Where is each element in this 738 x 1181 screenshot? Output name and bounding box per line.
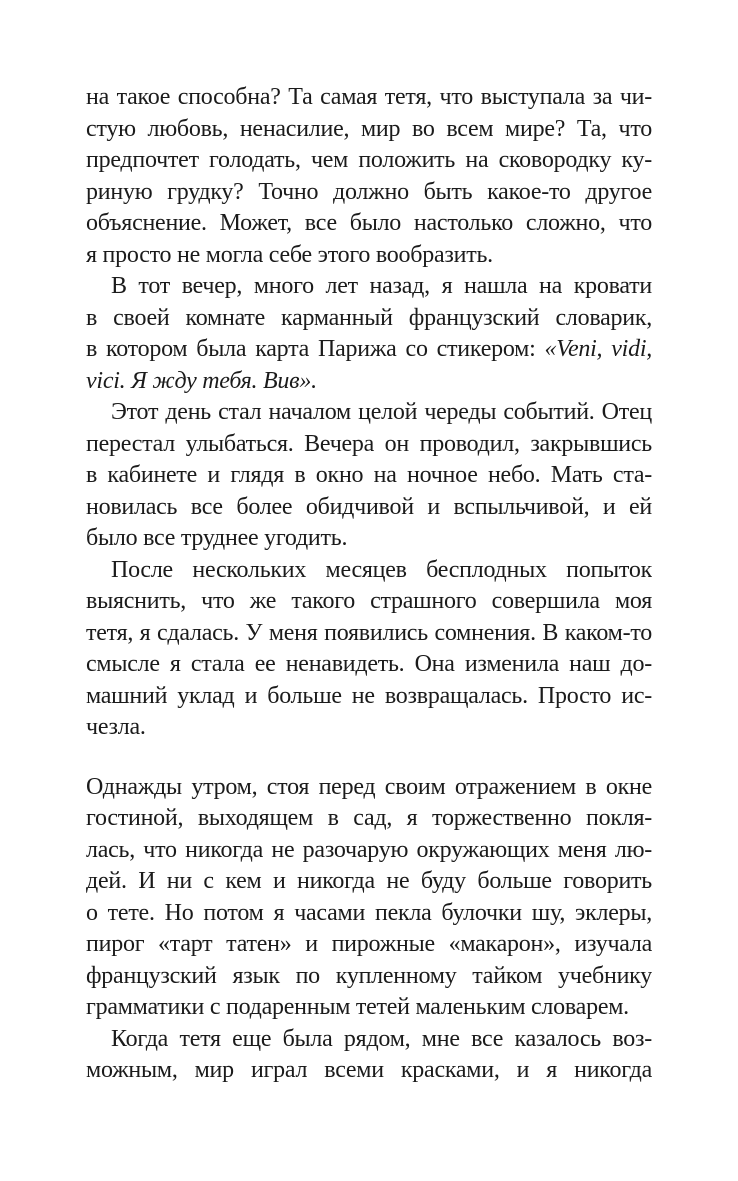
text-line [86, 803, 652, 835]
text-line [86, 555, 652, 587]
text-segment: риную грудку? Точно должно быть какое-то другое [86, 178, 652, 205]
text-segment: новилась все более обидчивой и вспыльчивой, и ей [86, 493, 652, 520]
text-segment: перестал улыбаться. Вечера он проводил, закрывшись [86, 430, 652, 457]
text-line [86, 898, 652, 930]
text-segment: Однажды утром, стоя перед своим отражением в окне [86, 773, 652, 800]
text-line [86, 1055, 652, 1087]
text-segment: можным, мир играл всеми красками, и я никогда [86, 1057, 652, 1083]
text-line [86, 712, 652, 744]
text-segment: объяснение. Может, все было настолько сложно, что [86, 210, 652, 236]
text-segment: в котором была карта Парижа со стикером: [86, 336, 545, 362]
text-line [86, 929, 652, 961]
text-line [86, 271, 652, 303]
text-line [86, 523, 652, 555]
paragraph [86, 397, 652, 555]
page-text [86, 82, 652, 1087]
text-line [86, 208, 652, 240]
text-segment: гостиной, выходящем в сад, я торжественно покля- [86, 805, 652, 831]
text-segment: я просто не могла себе этого вообразить. [86, 241, 493, 268]
text-line [86, 649, 652, 681]
text-line [86, 772, 652, 804]
text-line [86, 429, 652, 461]
text-segment: машний уклад и больше не возвращалась. Просто ис- [86, 682, 652, 709]
text-line [86, 618, 652, 650]
text-line [86, 586, 652, 618]
text-line [86, 492, 652, 524]
text-segment: После нескольких месяцев бесплодных попыток [111, 556, 652, 583]
text-segment: выяснить, что же такого страшного совершила моя [86, 588, 652, 614]
paragraph [86, 555, 652, 744]
paragraph [86, 772, 652, 1024]
text-segment: Этот день стал началом целой череды событий. Отец [111, 399, 652, 425]
text-line [86, 460, 652, 492]
text-segment: предпочтет голодать, чем положить на сковородку ку- [86, 147, 652, 173]
italic-text-segment: «Veni, vidi, [544, 336, 652, 362]
text-line [86, 334, 652, 366]
text-segment: французский язык по купленному тайком учебнику [86, 962, 652, 989]
text-line [86, 835, 652, 867]
text-line [86, 366, 652, 398]
text-segment: о тете. Но потом я часами пекла булочки шу, эклеры, [86, 899, 652, 926]
text-line [86, 303, 652, 335]
paragraph [86, 82, 652, 271]
text-line [86, 114, 652, 146]
text-line [86, 681, 652, 713]
text-segment: Когда тетя еще была рядом, мне все казалось воз- [111, 1025, 652, 1052]
paragraph [86, 271, 652, 397]
text-segment: лась, что никогда не разочарую окружающих меня лю- [86, 836, 652, 863]
text-segment: смысле я стала ее ненавидеть. Она изменила наш до- [86, 651, 652, 677]
text-segment: в кабинете и глядя в окно на ночное небо. Мать ста- [86, 462, 652, 488]
text-line [86, 1024, 652, 1056]
text-line [86, 82, 652, 114]
text-line [86, 866, 652, 898]
text-segment: тетя, я сдалась. У меня появились сомнения. В каком-то [86, 619, 652, 646]
text-line [86, 397, 652, 429]
italic-text-segment: vici. Я жду тебя. Вив». [86, 367, 317, 394]
text-segment: было все труднее угодить. [86, 525, 348, 551]
text-segment: В тот вечер, много лет назад, я нашла на кровати [111, 273, 652, 299]
text-segment: чезла. [86, 714, 146, 740]
text-line [86, 992, 652, 1024]
text-segment: пирог «тарт татен» и пирожные «макарон», изучала [86, 931, 652, 957]
text-segment: дей. И ни с кем и никогда не буду больше говорить [86, 868, 652, 894]
text-segment: стую любовь, ненасилие, мир во всем мире? Та, что [86, 115, 652, 142]
text-line [86, 177, 652, 209]
text-segment: грамматики с подаренным тетей маленьким словарем. [86, 994, 629, 1020]
text-line [86, 961, 652, 993]
text-segment: в своей комнате карманный французский словарик, [86, 304, 652, 331]
text-line [86, 145, 652, 177]
paragraph [86, 1024, 652, 1087]
text-line [86, 240, 652, 272]
text-segment: на такое способна? Та самая тетя, что выступала за чи- [86, 84, 652, 110]
